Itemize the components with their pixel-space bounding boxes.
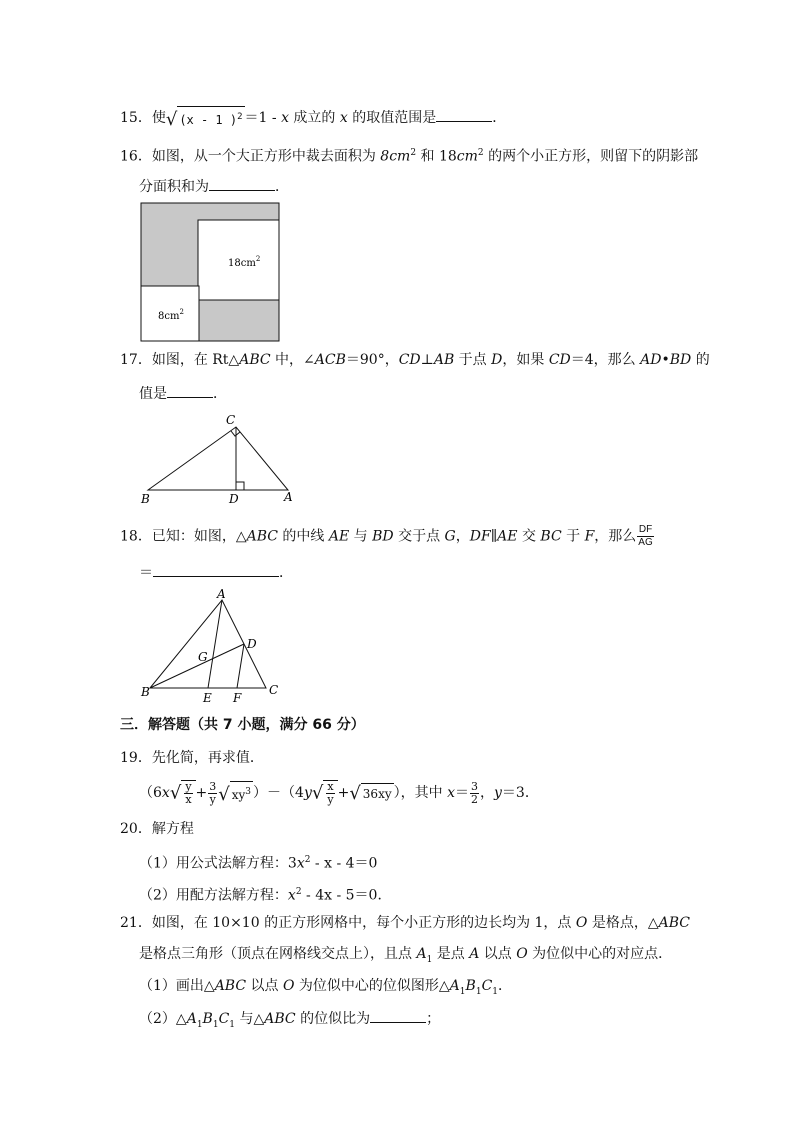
q18-figure: [138, 588, 288, 706]
q15-number: 15．使: [120, 110, 166, 126]
q21-line2: 是格点三角形（顶点在网格线交点上），且点 $A_1$ 是点 A 以点 O 为位似中心的对应点．: [139, 946, 673, 965]
q18-label-a: A: [217, 588, 226, 601]
q16-line1: 16．如图，从一个大正方形中裁去面积为 $8cm^2$ 和 $18cm^2$ 的两个小正方形，则留下的阴影部: [120, 148, 699, 165]
q20-part1: （1）用公式法解方程：$3x^2 - x - 4=0$: [139, 855, 378, 872]
q18-median-ae: [208, 600, 222, 688]
q17-line1: 17．如图，在 Rt△ABC 中，∠ACB＝90°，CD⊥AB 于点 D，如果 CD＝4，那么 AD•BD 的: [120, 352, 710, 368]
q21-part1: （1）画出△ABC 以点 O 为位似中心的位似图形$\triangle A_1B_1C_1$．: [139, 978, 513, 997]
q17-label-c: C: [226, 413, 236, 427]
q16-line2: 分面积和为 ．: [139, 176, 289, 197]
q18-median-bd: [150, 644, 244, 688]
q15-answer-blank[interactable]: [436, 107, 492, 122]
q16-small-label: $8cm^2$: [158, 308, 184, 322]
q20-title: 20．解方程: [120, 821, 194, 837]
q21-answer-blank[interactable]: [370, 1008, 426, 1023]
q17-triangle: [148, 427, 288, 490]
q18-fraction: $\frac{DF}{AG}$: [638, 524, 653, 548]
q17-figure: [138, 410, 298, 506]
q18-label-e: E: [203, 691, 212, 705]
q17-label-a: A: [284, 490, 293, 504]
q18-answer-blank[interactable]: [153, 562, 279, 577]
q17-answer-blank[interactable]: [167, 383, 213, 398]
section3-heading: 三．解答题（共 7 小题，满分 66 分）: [120, 717, 365, 733]
q18-line1: 18．已知：如图，△ABC 的中线 AE 与 BD 交于点 G，DF∥AE 交 BC 于 F，那么 $\frac{DF}{AG}$: [120, 524, 653, 548]
q17-line2: 值是 ．: [139, 383, 227, 404]
q15-line: 15．使√ (x - 1 )$^2$ ＝1 - x 成立的 x 的取值范围是 ．: [120, 106, 506, 130]
q21-line1: 21．如图，在 10×10 的正方形网格中，每个小正方形的边长均为 1，点 O 是格点，△ABC: [120, 915, 690, 931]
q16-big-label: $18cm^2$: [228, 255, 261, 269]
q18-label-g: G: [198, 650, 208, 664]
q18-label-f: F: [233, 691, 242, 705]
q17-right-angle-d: [236, 482, 244, 490]
q16-answer-blank[interactable]: [209, 176, 275, 191]
q17-label-d: D: [229, 492, 239, 506]
q18-label-d: D: [247, 637, 257, 651]
q21-part2: $(2)\triangle A_1B_1C_1$ 与△ABC 的位似比为 ；: [139, 1008, 440, 1035]
q20-part2: （2）用配方法解方程：$x^2 - 4x - 5=0$．: [139, 887, 392, 904]
q19-title: 19．先化简，再求值．: [120, 750, 264, 766]
q18-line2: ＝ ．: [139, 562, 293, 583]
q15-sqrt: √ (x - 1 )$^2$: [166, 106, 245, 130]
q16-figure: [140, 202, 282, 344]
q19-expression: （6x√ $\frac{y}{x}$ + $\frac{3}{y}$ √ $xy^3$ ）－（4y√ $\frac{x}{y}$ +√ 36xy ），其中 x＝ $\frac{3}{2}$ ，y＝3．: [139, 779, 539, 806]
q17-label-b: B: [141, 492, 150, 506]
q18-label-b: B: [141, 685, 150, 699]
q18-line-df: [237, 644, 244, 688]
q18-label-c: C: [269, 683, 279, 697]
